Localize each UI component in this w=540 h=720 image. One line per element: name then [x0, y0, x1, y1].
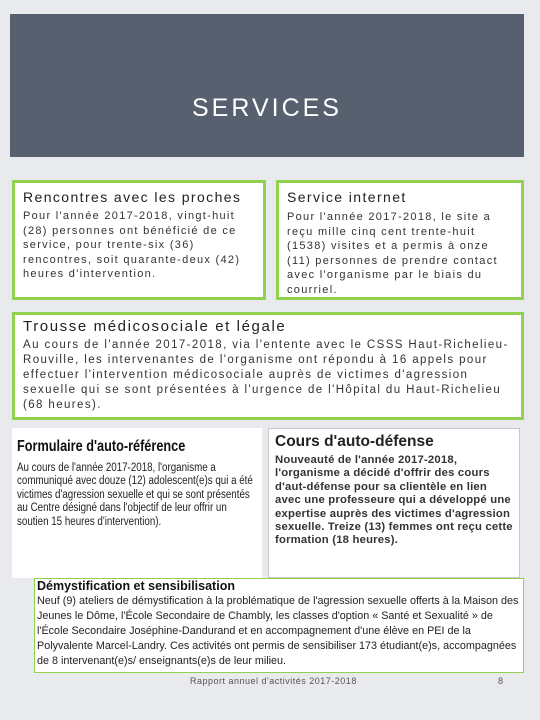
rencontres-title: Rencontres avec les proches — [23, 189, 242, 205]
formulaire-text: Au cours de l'année 2017-2018, l'organisme a communiqué avec douze (12) adolescent(e)s qui a été victimes d'agression sexuelle et qui se sont présentés au Centre désigné dans l'objectif de leur offrir un soutien 15 heures d'intervention). — [17, 462, 253, 528]
demystification-section — [34, 578, 524, 673]
cours-text: Nouveauté de l'année 2017-2018, l'organisme a décidé d'offrir des cours d'aut-défense pour sa clientèle en lien avec une professeure qui a développé une expertise auprès des victimes d'agression sexuelle. Treize (13) femmes ont reçu cette formation (18 heures). — [275, 454, 513, 547]
formulaire-scan — [12, 428, 262, 578]
internet-text: Pour l'année 2017-2018, le site a reçu mille cinq cent trente-huit (1538) visites et a permis à onze (11) personnes de prendre contact avec l'organisme par le biais du courriel. — [287, 211, 498, 296]
page-number: 8 — [498, 676, 504, 686]
formulaire-title: Formulaire d'auto-référence — [17, 438, 186, 455]
rencontres-section — [12, 180, 266, 300]
cours-title: Cours d'auto-défense — [275, 433, 434, 450]
trousse-section — [12, 312, 524, 420]
header-banner — [10, 14, 524, 157]
page-title: SERVICES — [192, 94, 342, 122]
internet-title: Service internet — [287, 189, 407, 205]
trousse-title: Trousse médicosociale et légale — [23, 318, 287, 335]
rencontres-text: Pour l'année 2017-2018, vingt-huit (28) personnes ont bénéficié de ce service, pour trente-six (36) rencontres, soit quarante-deux (42) heures d'intervention. — [23, 210, 241, 280]
internet-section — [276, 180, 524, 300]
footer-report-title: Rapport annuel d'activités 2017-2018 — [190, 676, 357, 686]
demystification-text: Neuf (9) ateliers de démystification à la problématique de l'agression sexuelle offerts à la Maison des Jeunes le Dôme, l'École Secondaire de Chambly, les classes d'option « Santé et Sexualité » de l'École Secondaire Joséphine-Dandurand et en accompagnement d'une élève en PEI de la Polyvalente Marcel-Landry. Ces activités ont permis de sensibiliser 173 étudiant(e)s, accompagnées de 8 intervenant(e)s/ enseignants(e)s de leur milieu. — [37, 595, 519, 667]
demystification-title: Démystification et sensibilisation — [37, 579, 235, 593]
cours-scan — [268, 428, 520, 578]
trousse-text: Au cours de l'année 2017-2018, via l'entente avec le CSSS Haut-Richelieu-Rouville, les intervenantes de l'organisme ont répondu à 16 appels pour effectuer l'intervention médicosociale auprès de victimes d'agression sexuelle qui se sont présentées à l'urgence de l'Hôpital du Haut-Richelieu (68 heures). — [23, 339, 509, 411]
